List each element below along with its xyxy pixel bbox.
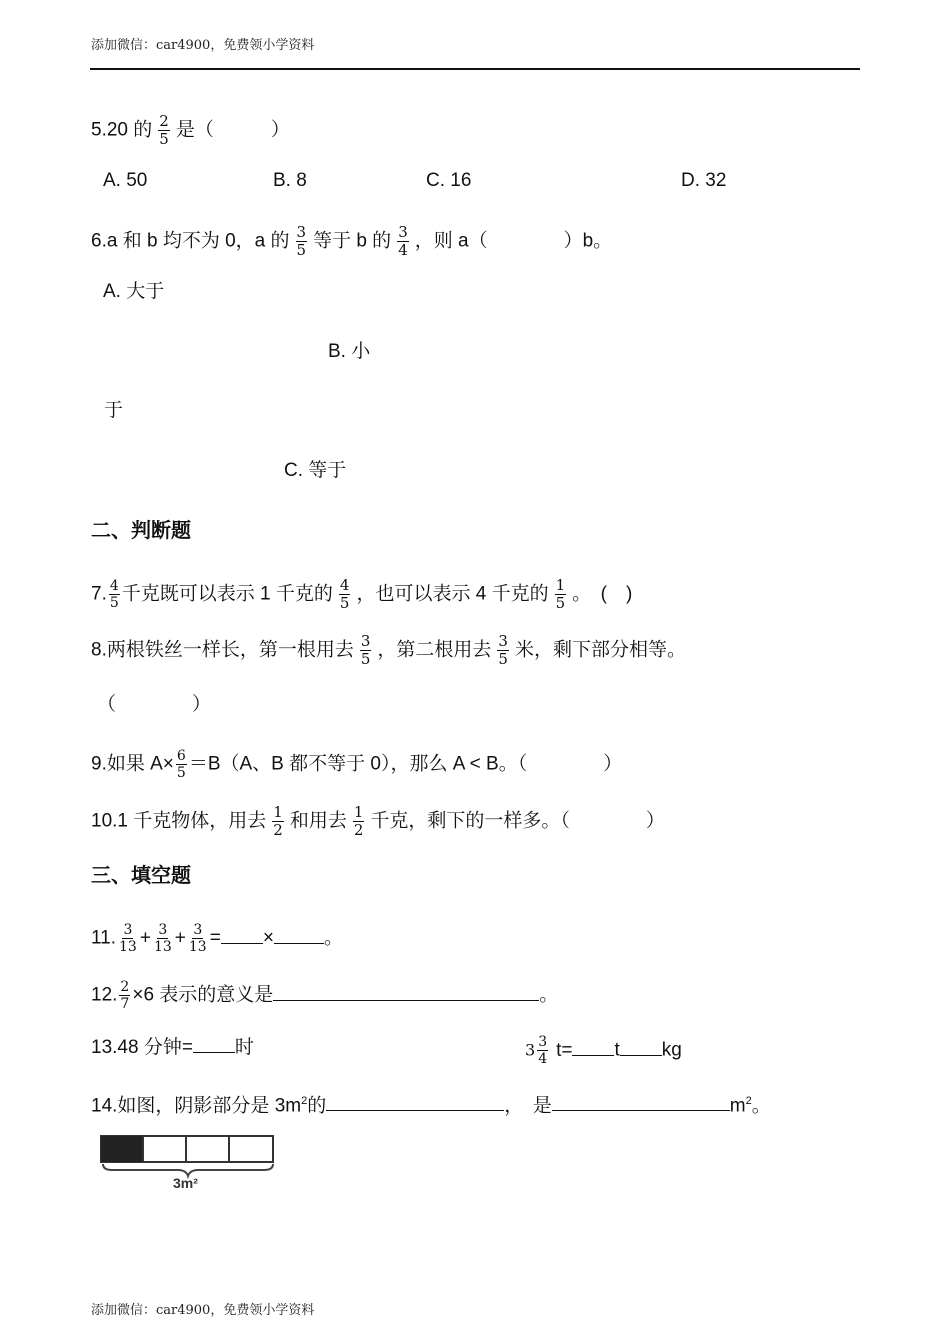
q11-fraction-2: $\frac{3}{13}$ bbox=[153, 922, 172, 955]
page-footer: 添加微信：car4900，免费领小学资料 bbox=[91, 1303, 315, 1318]
figure-label: 3m² bbox=[173, 1175, 198, 1191]
question-10 bbox=[91, 804, 665, 839]
question-13-part-1 bbox=[91, 1034, 254, 1060]
q11-plus-2: + bbox=[174, 927, 186, 949]
question-11 bbox=[91, 922, 343, 955]
q11-fraction-3: $\frac{3}{13}$ bbox=[188, 922, 207, 955]
q14-sup-2: 2 bbox=[745, 1095, 752, 1107]
q11-label: 11. bbox=[91, 927, 117, 949]
q9-text-1: 9.如果 A× bbox=[91, 753, 174, 775]
q9-fraction: $\frac{6}{5}$ bbox=[176, 748, 186, 781]
q13-fraction: $\frac{3}{4}$ bbox=[538, 1034, 548, 1067]
q11-plus-1: + bbox=[139, 927, 151, 949]
q14-figure bbox=[100, 1134, 278, 1197]
question-12 bbox=[91, 979, 558, 1012]
q6-option-a[interactable]: A. 大于 bbox=[103, 281, 165, 302]
q14-text-2: 的 bbox=[307, 1095, 327, 1117]
question-8 bbox=[91, 633, 686, 668]
q5-fraction: $\frac{2}{5}$ bbox=[159, 112, 169, 148]
q13-unit-t: t bbox=[614, 1039, 620, 1061]
question-14 bbox=[91, 1089, 771, 1118]
question-5 bbox=[91, 113, 290, 148]
question-7 bbox=[91, 577, 632, 612]
q6-option-b[interactable]: B. 小 bbox=[328, 341, 371, 362]
q6-text-1: 6.a 和 b 均不为 0，a 的 bbox=[91, 230, 290, 252]
section-title-judgement: 二、判断题 bbox=[91, 520, 191, 542]
shaded-bar-diagram bbox=[100, 1134, 278, 1192]
q10-fraction-1: $\frac{1}{2}$ bbox=[273, 803, 283, 839]
q8-answer-paren[interactable]: （ ） bbox=[97, 694, 212, 715]
q14-text-3: ， 是 bbox=[504, 1095, 552, 1117]
question-13-part-2 bbox=[525, 1034, 682, 1067]
q13-unit-hour: 时 bbox=[234, 1037, 254, 1058]
bar-shaded-part bbox=[101, 1136, 143, 1162]
question-6 bbox=[91, 224, 612, 259]
q11-fraction-1: $\frac{3}{13}$ bbox=[119, 922, 137, 955]
q10-text-1: 10.1 千克物体，用去 bbox=[91, 810, 267, 832]
q8-text-2: ，第二根用去 bbox=[377, 639, 492, 661]
q14-sup-1: 2 bbox=[301, 1095, 308, 1107]
q5-option-d[interactable]: D. 32 bbox=[681, 170, 727, 191]
q11-blank-1[interactable] bbox=[221, 925, 263, 944]
q12-end: 。 bbox=[539, 984, 559, 1006]
q12-label: 12. bbox=[91, 984, 118, 1006]
q5-option-b[interactable]: B. 8 bbox=[273, 170, 307, 191]
q8-text-3: 米，剩下部分相等。 bbox=[514, 639, 686, 661]
q6-fraction-1: $\frac{3}{5}$ bbox=[296, 223, 307, 259]
q13-whole: 3 bbox=[525, 1040, 536, 1060]
q5-suffix: 是（ ） bbox=[175, 119, 290, 141]
q12-text: ×6 表示的意义是 bbox=[132, 984, 274, 1006]
q14-blank-2[interactable] bbox=[552, 1092, 730, 1111]
q14-unit: m bbox=[729, 1095, 746, 1117]
question-9 bbox=[91, 748, 622, 781]
q11-times: × bbox=[262, 927, 274, 949]
q11-blank-2[interactable] bbox=[274, 925, 324, 944]
q5-option-c[interactable]: C. 16 bbox=[426, 170, 472, 191]
q7-label: 7. bbox=[91, 583, 107, 605]
q13-blank-t[interactable] bbox=[572, 1037, 614, 1056]
q10-text-2: 和用去 bbox=[289, 810, 347, 832]
q13-blank-hours[interactable] bbox=[193, 1034, 235, 1053]
q5-option-a[interactable]: A. 50 bbox=[103, 170, 148, 191]
q11-equals: = bbox=[209, 927, 221, 949]
q9-text-2: ＝B（A、B 都不等于 0），那么 A < B。（ ） bbox=[188, 753, 623, 775]
q6-text-2: 等于 b 的 bbox=[313, 230, 392, 252]
section-title-fill-blank: 三、填空题 bbox=[91, 865, 191, 887]
q7-fraction-1: $\frac{4}{5}$ bbox=[339, 576, 350, 612]
q11-end: 。 bbox=[323, 927, 343, 949]
q13-text: 13.48 分钟= bbox=[91, 1037, 193, 1058]
q10-text-3: 千克，剩下的一样多。（ ） bbox=[370, 810, 665, 832]
q7-text-1: 千克既可以表示 1 千克的 bbox=[121, 583, 333, 605]
q14-end: 。 bbox=[751, 1095, 771, 1117]
q14-blank-1[interactable] bbox=[326, 1092, 504, 1111]
page-header: 添加微信：car4900，免费领小学资料 bbox=[91, 38, 315, 53]
header-rule bbox=[90, 68, 860, 70]
q7-fraction-0: $\frac{4}{5}$ bbox=[109, 578, 119, 611]
q8-text-1: 8.两根铁丝一样长，第一根用去 bbox=[91, 639, 354, 661]
q6-fraction-2: $\frac{3}{4}$ bbox=[398, 223, 408, 259]
q7-text-2: ，也可以表示 4 千克的 bbox=[356, 583, 549, 605]
q10-fraction-2: $\frac{1}{2}$ bbox=[353, 803, 364, 839]
q12-fraction: $\frac{2}{7}$ bbox=[120, 979, 130, 1012]
q8-fraction-1: $\frac{3}{5}$ bbox=[360, 632, 371, 668]
q5-prefix: 5.20 的 bbox=[91, 119, 153, 141]
q7-fraction-2: $\frac{1}{5}$ bbox=[555, 576, 566, 612]
q6-option-b-wrap: 于 bbox=[104, 400, 124, 421]
q13-unit-kg: kg bbox=[661, 1039, 682, 1061]
q6-text-3: ，则 a（ ）b。 bbox=[414, 230, 613, 252]
q7-text-3: 。 ( ) bbox=[572, 583, 633, 605]
q14-text-1: 14.如图，阴影部分是 3m bbox=[91, 1095, 302, 1117]
q8-fraction-2: $\frac{3}{5}$ bbox=[498, 632, 508, 668]
q6-option-c[interactable]: C. 等于 bbox=[284, 460, 347, 481]
q13-t-equals: t= bbox=[556, 1039, 573, 1061]
q13-blank-kg[interactable] bbox=[620, 1037, 662, 1056]
q12-blank[interactable] bbox=[273, 982, 539, 1001]
